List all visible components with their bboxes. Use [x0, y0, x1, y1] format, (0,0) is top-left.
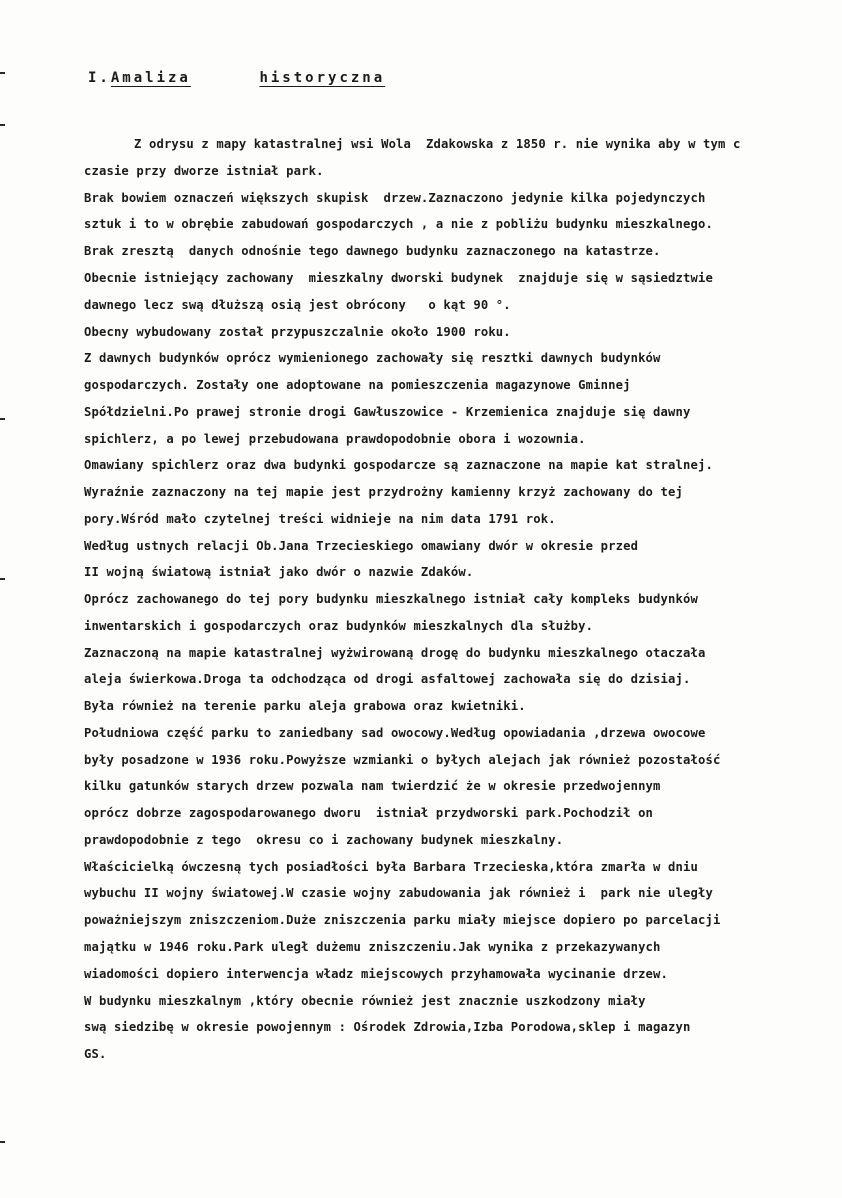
text-line: Właścicielką ówczesną tych posiadłości była Barbara Trzecieska,która zmarła w dniu [84, 860, 698, 874]
text-line: Omawiany spichlerz oraz dwa budynki gospodarcze są zaznaczone na mapie kat stralnej. [84, 458, 713, 472]
text-line: były posadzone w 1936 roku.Powyższe wzmianki o byłych alejach jak również pozostałość [84, 753, 721, 767]
heading-word-analysis: Amaliza [110, 70, 191, 86]
text-line: Oprócz zachowanego do tej pory budynku mieszkalnego istniał cały kompleks budynków [84, 592, 698, 606]
text-line: Brak bowiem oznaczeń większych skupisk drzew.Zaznaczono jedynie kilka pojedynczych [84, 191, 706, 205]
margin-mark [0, 578, 5, 580]
text-line: Była również na terenie parku aleja grabowa oraz kwietniki. [84, 699, 526, 713]
heading-word-historical: historyczna [259, 70, 386, 86]
margin-mark [0, 124, 5, 126]
text-line: Według ustnych relacji Ob.Jana Trzecieskiego omawiany dwór w okresie przed [84, 539, 639, 553]
text-line: wiadomości dopiero interwencja władz miejscowych przyhamowała wycinanie drzew. [84, 967, 669, 981]
text-line: czasie przy dworze istniał park. [84, 164, 324, 178]
text-line: Spółdzielni.Po prawej stronie drogi Gawłuszowice - Krzemienica znajduje się dawny [84, 405, 691, 419]
text-line: dawnego lecz swą dłuższą osią jest obrócony o kąt 90 °. [84, 298, 511, 312]
text-line: W budynku mieszkalnym ,który obecnie również jest znacznie uszkodzony miały [84, 994, 646, 1008]
text-line: Obecnie istniejący zachowany mieszkalny dworski budynek znajduje się w sąsiedztwie [84, 271, 713, 285]
heading-number: I. [88, 70, 111, 86]
text-line: Z odrysu z mapy katastralnej wsi Wola Zdakowska z 1850 r. nie wynika aby w tym c [134, 137, 741, 151]
text-line: sztuk i to w obrębie zabudowań gospodarczych , a nie z pobliżu budynku mieszkalnego. [84, 217, 713, 231]
margin-mark [0, 1141, 5, 1143]
section-heading [88, 70, 385, 86]
text-line: Wyraźnie zaznaczony na tej mapie jest przydrożny kamienny krzyż zachowany do tej [84, 485, 683, 499]
text-line: poważniejszym zniszczeniom.Duże zniszczenia parku miały miejsce dopiero po parcelacji [84, 913, 721, 927]
text-line: GS. [84, 1047, 107, 1061]
text-line: swą siedzibę w okresie powojennym : Ośrodek Zdrowia,Izba Porodowa,sklep i magazyn [84, 1020, 691, 1034]
text-line: prawdopodobnie z tego okresu co i zachowany budynek mieszkalny. [84, 833, 564, 847]
text-line: Południowa część parku to zaniedbany sad owocowy.Według opowiadania ,drzewa owocowe [84, 726, 706, 740]
text-line: inwentarskich i gospodarczych oraz budynków mieszkalnych dla służby. [84, 619, 594, 633]
text-line: aleja świerkowa.Droga ta odchodząca od drogi asfaltowej zachowała się do dzisiaj. [84, 672, 691, 686]
text-line: Zaznaczoną na mapie katastralnej wyżwirowaną drogę do budynku mieszkalnego otaczała [84, 646, 706, 660]
text-line: kilku gatunków starych drzew pozwala nam twierdzić że w okresie przedwojennym [84, 779, 661, 793]
margin-mark [0, 72, 5, 74]
text-line: majątku w 1946 roku.Park uległ dużemu zniszczeniu.Jak wynika z przekazywanych [84, 940, 661, 954]
margin-mark [0, 418, 5, 420]
text-line: II wojną światową istniał jako dwór o nazwie Zdaków. [84, 565, 474, 579]
text-line: Brak zresztą danych odnośnie tego dawnego budynku zaznaczonego na katastrze. [84, 244, 661, 258]
text-line: spichlerz, a po lewej przebudowana prawdopodobnie obora i wozownia. [84, 432, 586, 446]
text-line: pory.Wśród mało czytelnej treści widnieje na nim data 1791 rok. [84, 512, 556, 526]
text-line: gospodarczych. Zostały one adoptowane na pomieszczenia magazynowe Gminnej [84, 378, 631, 392]
text-line: wybuchu II wojny światowej.W czasie wojny zabudowania jak również i park nie uległy [84, 886, 713, 900]
text-line: Z dawnych budynków oprócz wymienionego zachowały się resztki dawnych budynków [84, 351, 661, 365]
text-line: oprócz dobrze zagospodarowanego dworu istniał przydworski park.Pochodził on [84, 806, 654, 820]
text-line: Obecny wybudowany został przypuszczalnie około 1900 roku. [84, 325, 511, 339]
